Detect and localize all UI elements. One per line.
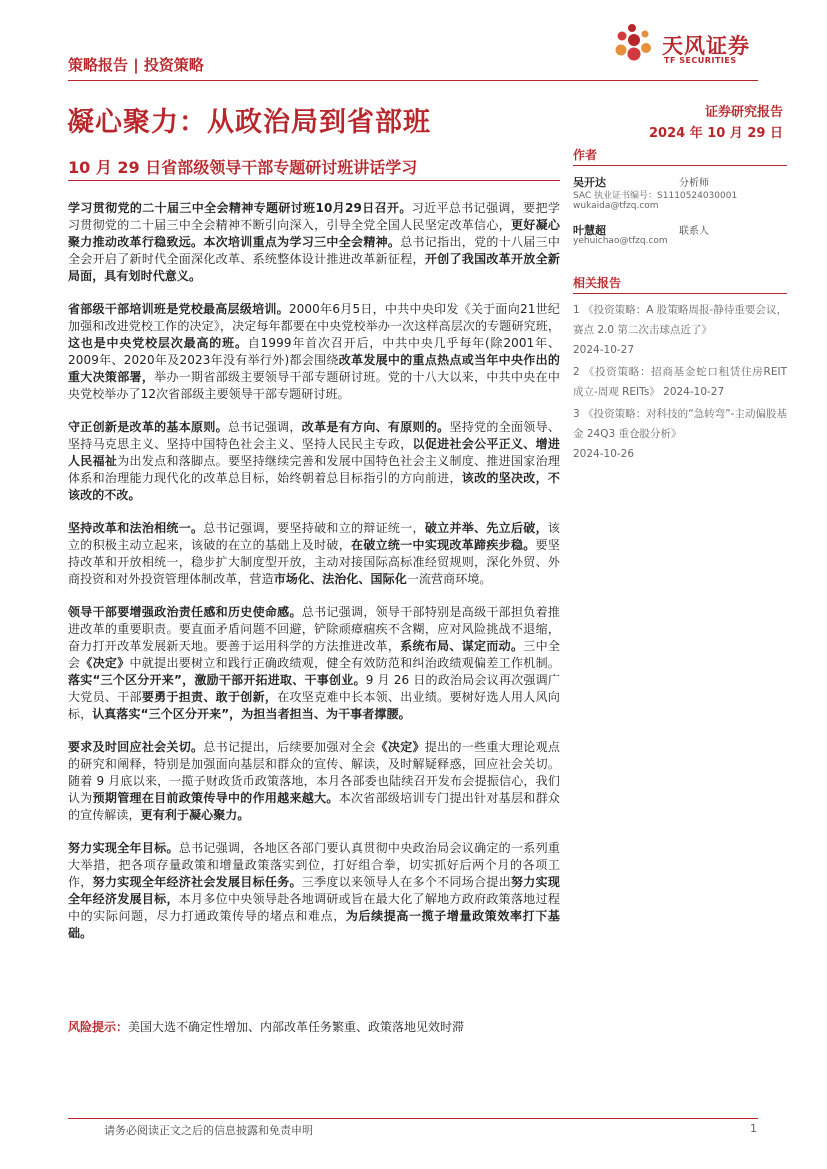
doc-type: 证券研究报告 (704, 105, 783, 120)
body-text: 9 月 26 日的政治局会议再次强调广大党员、干部 (68, 673, 561, 704)
paragraph (68, 739, 560, 824)
page-subtitle: 10 月 29 日省部级领导干部专题研讨班讲话学习 (68, 158, 418, 177)
body-text: 三季度以来领导人在多个不同场合提出 (301, 875, 511, 889)
emphasis-text: 市场化、法治化、国际化 (273, 572, 407, 586)
brand-logo (612, 20, 792, 70)
breadcrumb: 策略报告 | 投资策略 (68, 56, 204, 74)
page-number: 1 (750, 1122, 757, 1135)
emphasis-text: 更好凝心聚力推动改革行稳致远。本次培训重点为学习三中全会精神。 (68, 218, 560, 249)
related-report[interactable] (573, 300, 787, 360)
header-divider (68, 80, 758, 81)
related-report[interactable] (573, 362, 787, 402)
emphasis-text: 努力实现全年经济发展目标， (68, 875, 561, 906)
body-text: 本次省部级培训专门提出针对基层和群众的宣传解读， (68, 791, 560, 822)
body-text: 习近平总书记强调，要把学习贯彻党的二十届三中全会精神不断引向深入，引导全党全国人民坚定改革信心， (68, 201, 560, 232)
body-text: 坚持党的全面领导、坚持马克思主义、坚持中国特色社会主义、坚持人民民主专政， (68, 420, 560, 451)
related-report-date: 2024-10-26 (573, 448, 635, 460)
emphasis-text: 《决定》 (80, 656, 130, 670)
emphasis-text: 以促进社会公平正义、增进人民福祉 (68, 437, 560, 468)
sidebar (573, 146, 787, 466)
body-text: 总书记提出，后续要加强对全会 (203, 740, 376, 754)
author-card (573, 222, 787, 274)
tf-logo-icon (612, 20, 658, 66)
paragraph (68, 301, 560, 403)
body-text: 本月多位中央领导赴各地调研或旨在最大化了解地方政府政策落地过程中的实际问题，尽力打通政策传导的堵点和难点， (68, 892, 560, 923)
emphasis-text: 努力实现全年目标。 (68, 841, 179, 855)
brand-name-cn: 天风证券 (662, 34, 750, 58)
related-report-title[interactable]: 2 《投资策略：招商基金蛇口租赁住房REIT 成立-周观 REITs》 2024-10-27 (573, 366, 787, 398)
author-name: 叶慧超 (573, 224, 606, 237)
footer-divider (68, 1118, 758, 1119)
footer-disclaimer[interactable]: 请务必阅读正文之后的信息披露和免责申明 (104, 1124, 313, 1137)
emphasis-text: 系统布局、谋定而动。 (400, 639, 524, 653)
emphasis-text: 这也是中央党校层次最高的班。 (68, 336, 248, 350)
author-email[interactable]: yehuichao@tfzq.com (573, 236, 668, 246)
body-text: 总书记强调，要坚持破和立的辩证统一， (203, 521, 425, 535)
paragraph (68, 604, 560, 723)
emphasis-text: 要求及时回应社会关切。 (68, 740, 204, 754)
body-text: 在攻坚克难中长本领、出业绩。要树好选人用人风向标， (68, 690, 560, 721)
author-name: 吴开达 (573, 176, 606, 189)
emphasis-text: 《决定》 (375, 740, 425, 754)
related-report-date: 2024-10-27 (573, 344, 635, 356)
emphasis-text: 学习贯彻党的二十届三中全会精神专题研讨班10月29日召开。 (68, 201, 412, 215)
risk-text: 美国大选不确定性增加、内部改革任务繁重、政策落地见效时滞 (128, 1020, 465, 1034)
author-card (573, 174, 787, 222)
risk-warning (68, 1018, 464, 1035)
paragraph (68, 520, 560, 588)
author-role: 分析师 (679, 178, 709, 189)
related-report[interactable] (573, 404, 787, 464)
emphasis-text: 省部级干部培训班是党校最高层级培训。 (68, 302, 289, 316)
brand-name-en: TF SECURITIES (664, 56, 737, 65)
emphasis-text: 落实“三个区分开来”，激励干部开拓进取、干事创业。 (68, 673, 366, 687)
body-text: 中就提出要树立和践行正确政绩观，健全有效防范和纠治政绩观偏差工作机制。 (129, 656, 560, 670)
emphasis-text: 努力实现全年经济社会发展目标任务。 (92, 875, 302, 889)
risk-label: 风险提示： (68, 1020, 129, 1034)
page-title: 凝心聚力：从政治局到省部班 (67, 107, 431, 138)
author-cert: SAC 执业证书编号：S1110524030001 (573, 191, 738, 201)
emphasis-text: 在破立统一中实现改革蹄疾步稳。 (351, 538, 536, 552)
emphasis-text: 改革是有方向、有原则的。 (301, 420, 450, 434)
body-text: 三中全会 (68, 639, 560, 670)
emphasis-text: 守正创新是改革的基本原则。 (68, 420, 228, 434)
author-email[interactable]: wukaida@tfzq.com (573, 201, 659, 211)
body-text: 为出发点和落脚点。要坚持继续完善和发展中国特色社会主义制度、推进国家治理体系和治理能力现代化的改革总目标，始终朝着总目标指引的方向前进， (68, 454, 561, 485)
body-text: 总书记强调， (227, 420, 302, 434)
body-text: 总书记强调，领导干部特别是高级干部担负着推进改革的重要职责。要直面矛盾问题不回避，铲除顽瘴痼疾不含糊，应对风险挑战不退缩，奋力打开改革发展新天地。要善于运用科学的方法推进改革， (68, 605, 560, 653)
emphasis-text: 领导干部要增强政治责任感和历史使命感。 (68, 605, 302, 619)
related-report-title[interactable]: 3 《投资策略：对科技的“急转弯”-主动偏股基金 24Q3 重仓股分析》 (573, 408, 787, 440)
paragraph (68, 200, 560, 285)
subtitle-divider (68, 180, 560, 181)
emphasis-text: 更有利于凝心聚力。 (140, 808, 250, 822)
emphasis-text: 要勇于担责、敢于创新， (141, 690, 278, 704)
related-heading: 相关报告 (573, 274, 787, 294)
paragraph (68, 419, 560, 504)
body-text: 要坚持改革和开放相统一，稳步扩大制度型开放，主动对接国际高标准经贸规则，深化外贸、外商投资和对外投资管理体制改革，营造 (68, 538, 560, 586)
main-content (68, 200, 560, 958)
emphasis-text: 破立并举、先立后破， (424, 521, 548, 535)
emphasis-text: 改革发展中的重点热点或当年中央作出的重大决策部署， (68, 353, 560, 384)
emphasis-text: 为后续提高一揽子增量政策效率打下基础。 (68, 909, 561, 940)
body-text: 提出的一些重大理论观点的研究和阐释，特别是加强面向基层和群众的宣传、解读，及时解疑释惑，回应社会关切。随着 9 月底以来，一揽子财政货币政策落地，本月各部委也陆续召开发布会提振信心，我们认为 (68, 740, 560, 805)
body-text: 总书记强调，各地区各部门要认真贯彻中央政治局会议确定的一系列重大举措，把各项存量政策和增量政策落实到位，打好组合拳，切实抓好后两个月的各项工作， (68, 841, 560, 889)
body-text: 自1999年首次召开后，中共中央几乎每年(除2001年、2009年、2020年及2023年没有举行外)都会围绕 (68, 336, 561, 367)
authors-heading: 作者 (573, 146, 787, 166)
emphasis-text: 开创了我国改革开放全新局面，具有划时代意义。 (68, 252, 560, 283)
author-role: 联系人 (679, 226, 709, 237)
body-text: 一流营商环境。 (406, 572, 492, 586)
report-date: 2024 年 10 月 29 日 (649, 126, 783, 141)
emphasis-text: 认真落实“三个区分开来”，为担当者担当、为干事者撑腰。 (92, 707, 411, 721)
related-report-title[interactable]: 1 《投资策略：A 股策略周报-静待重要会议，赛点 2.0 第二次击球点近了》 (573, 304, 787, 336)
paragraph (68, 840, 560, 942)
body-text: 该立的积极主动立起来，该破的在立的基础上及时破， (68, 521, 560, 552)
emphasis-text: 坚持改革和法治相统一。 (68, 521, 204, 535)
emphasis-text: 预期管理在目前政策传导中的作用越来越大。 (92, 791, 339, 805)
body-text: 2000年6月5日，中共中央印发《关于面向21世纪加强和改进党校工作的决定》，决定每年都要在中央党校举办一次这样高层次的专题研究班， (68, 302, 560, 333)
body-text: 总书记指出，党的十八届三中全会开启了新时代全面深化改革、系统整体设计推进改革新征程， (68, 235, 560, 266)
emphasis-text: 该改的坚决改，不该改的不改。 (68, 471, 560, 502)
body-text: 举办一期省部级主要领导干部专题研讨班。党的十八大以来，中共中央在中央党校举办了12次省部级主要领导干部专题研讨班。 (68, 370, 560, 401)
